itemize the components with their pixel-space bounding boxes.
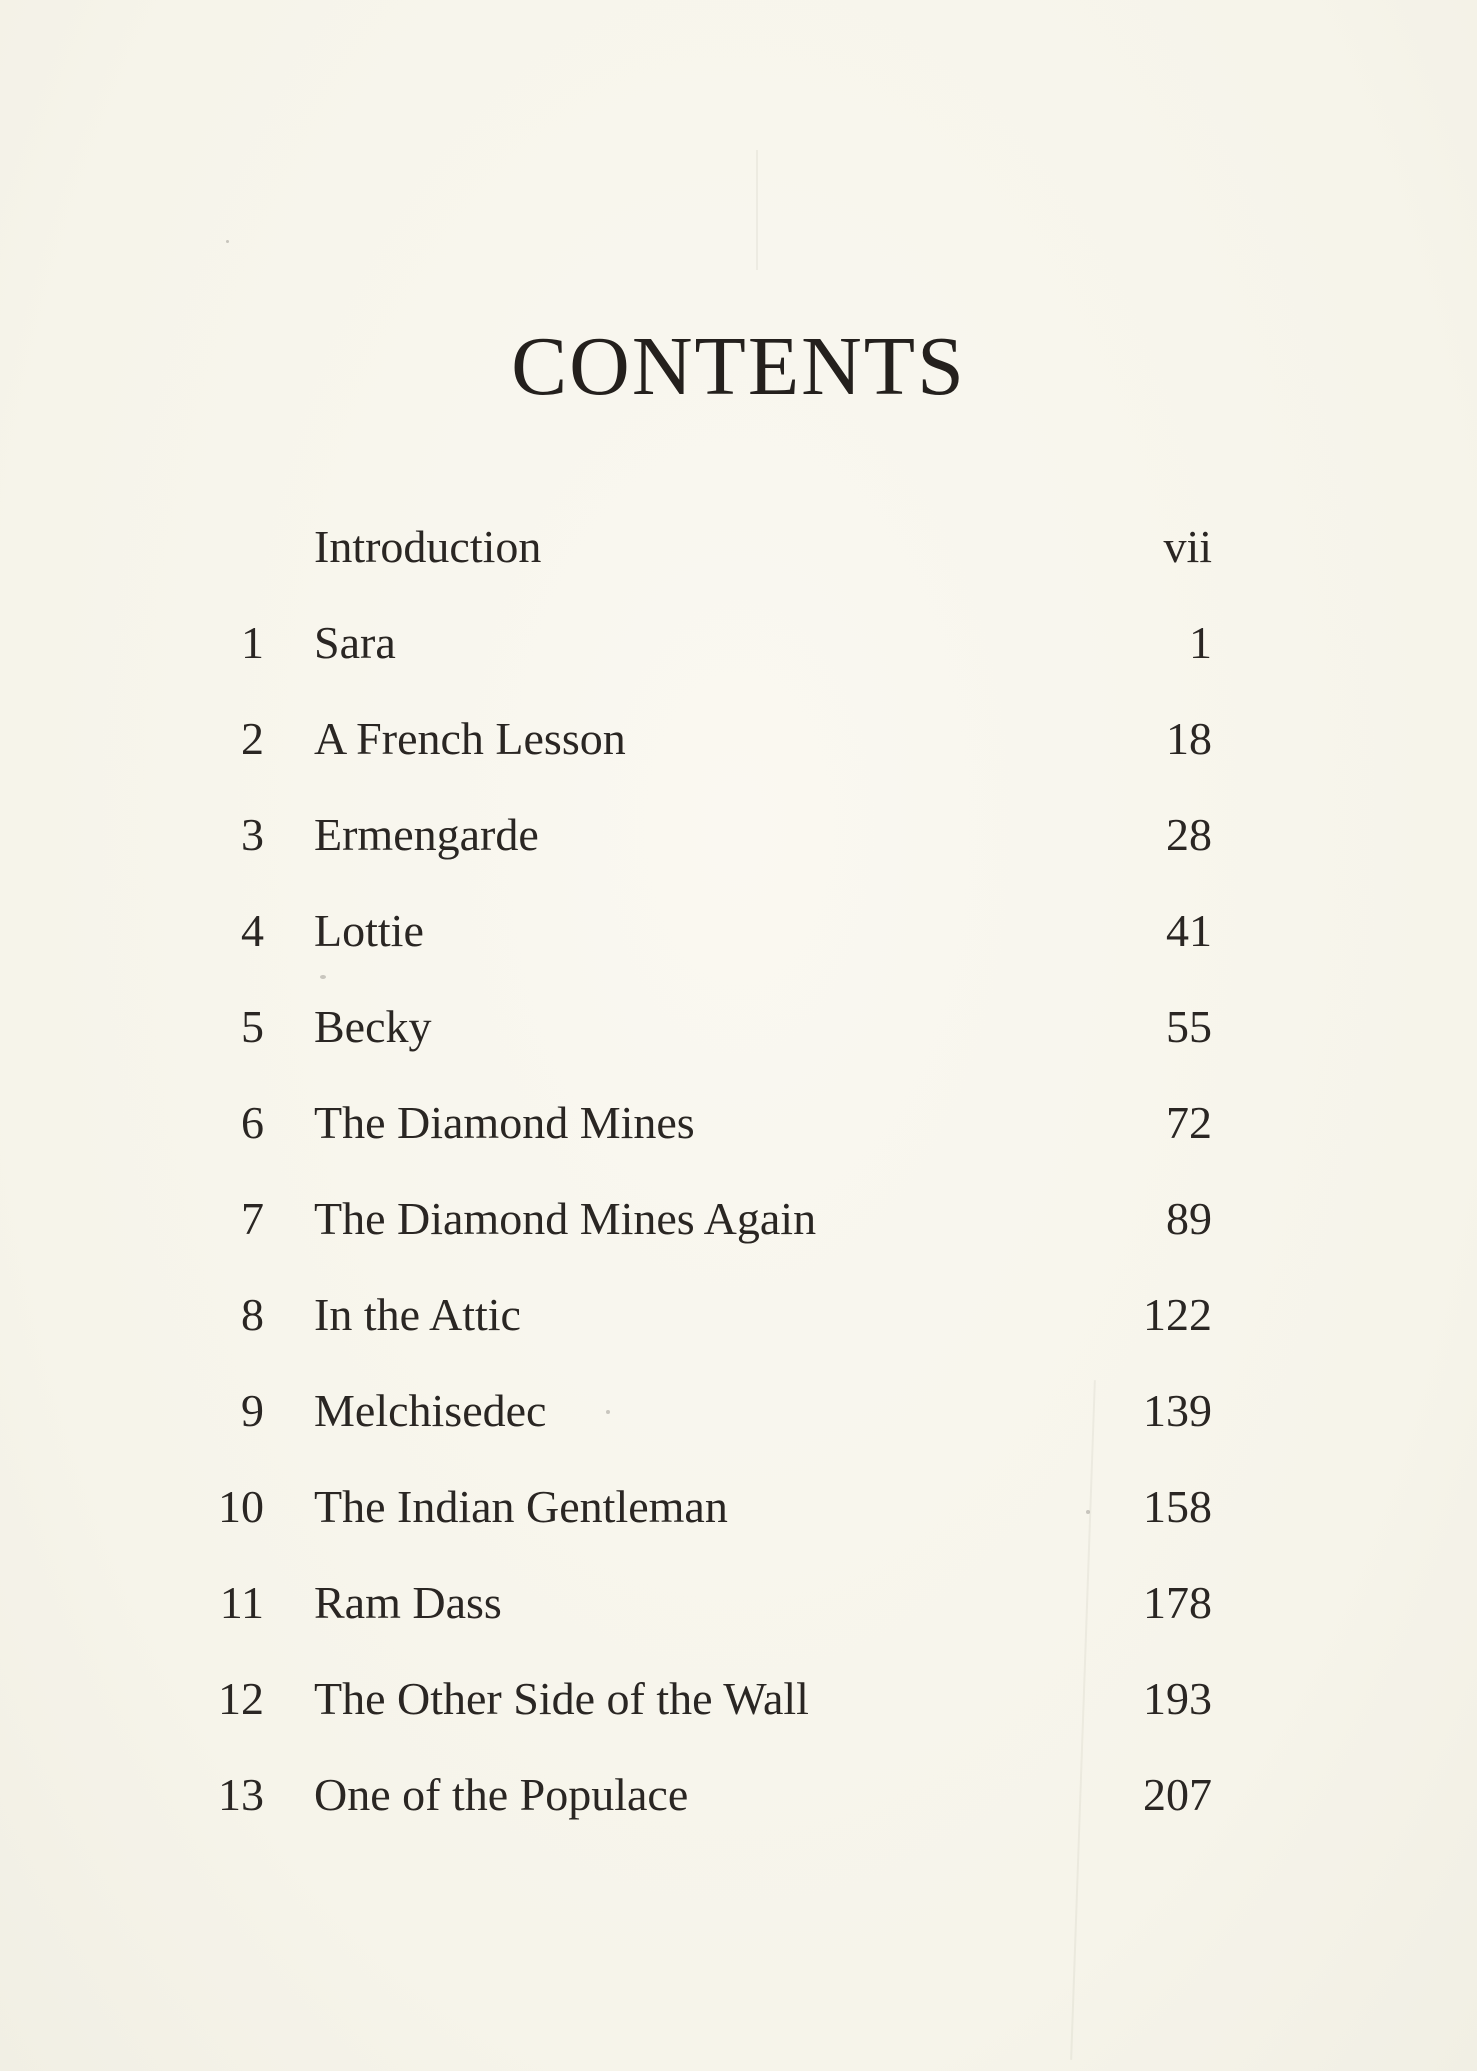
chapter-number: 2: [241, 713, 264, 764]
chapter-title: Becky: [314, 1001, 432, 1052]
page-number: 1: [1189, 617, 1212, 668]
toc-entry: [0, 1669, 1477, 1729]
page-number: 89: [1166, 1193, 1212, 1244]
toc-entry: [0, 1093, 1477, 1153]
toc-entry: [0, 901, 1477, 961]
page-number: 41: [1166, 905, 1212, 956]
page-number: 139: [1143, 1385, 1212, 1436]
page-number: 28: [1166, 809, 1212, 860]
page-number: 193: [1143, 1673, 1212, 1724]
page-number: 158: [1143, 1481, 1212, 1532]
chapter-title: Sara: [314, 617, 396, 668]
chapter-number: 7: [241, 1193, 264, 1244]
chapter-title: The Diamond Mines Again: [314, 1193, 817, 1244]
chapter-number: 13: [218, 1769, 264, 1820]
paper-speck: [226, 240, 229, 243]
toc-entry: [0, 1189, 1477, 1249]
page-number: 72: [1166, 1097, 1212, 1148]
toc-entry: [0, 1765, 1477, 1825]
chapter-title: Melchisedec: [314, 1385, 547, 1436]
chapter-number: 8: [241, 1289, 264, 1340]
toc-entry: [0, 1285, 1477, 1345]
chapter-title: In the Attic: [314, 1289, 521, 1340]
chapter-number: 6: [241, 1097, 264, 1148]
page-number: 122: [1143, 1289, 1212, 1340]
toc-entry: [0, 805, 1477, 865]
chapter-title: Ermengarde: [314, 809, 539, 860]
toc-entry: [0, 613, 1477, 673]
chapter-number: 12: [218, 1673, 264, 1724]
toc-entry: [0, 1381, 1477, 1441]
chapter-title: Lottie: [314, 905, 424, 956]
page-title: CONTENTS: [511, 320, 966, 413]
chapter-title: One of the Populace: [314, 1769, 689, 1820]
chapter-number: 9: [241, 1385, 264, 1436]
paper-crease: [756, 150, 758, 270]
chapter-title: A French Lesson: [314, 713, 626, 764]
page-number: 18: [1166, 713, 1212, 764]
chapter-title: The Diamond Mines: [314, 1097, 695, 1148]
chapter-title: Introduction: [314, 521, 542, 572]
toc-entry: [0, 997, 1477, 1057]
chapter-number: 4: [241, 905, 264, 956]
chapter-number: 1: [241, 617, 264, 668]
page-number: 55: [1166, 1001, 1212, 1052]
chapter-title: The Other Side of the Wall: [314, 1673, 809, 1724]
toc-entry: [0, 709, 1477, 769]
chapter-title: The Indian Gentleman: [314, 1481, 728, 1532]
page-number: 207: [1143, 1769, 1212, 1820]
toc-entry: [0, 1573, 1477, 1633]
page-number: vii: [1163, 521, 1212, 572]
chapter-title: Ram Dass: [314, 1577, 502, 1628]
toc-entry: [0, 1477, 1477, 1537]
chapter-number: 5: [241, 1001, 264, 1052]
toc-entry: [0, 517, 1477, 577]
chapter-number: 11: [219, 1577, 264, 1628]
chapter-number: 10: [218, 1481, 264, 1532]
page-number: 178: [1143, 1577, 1212, 1628]
chapter-number: 3: [241, 809, 264, 860]
paper-speck: [320, 975, 326, 979]
